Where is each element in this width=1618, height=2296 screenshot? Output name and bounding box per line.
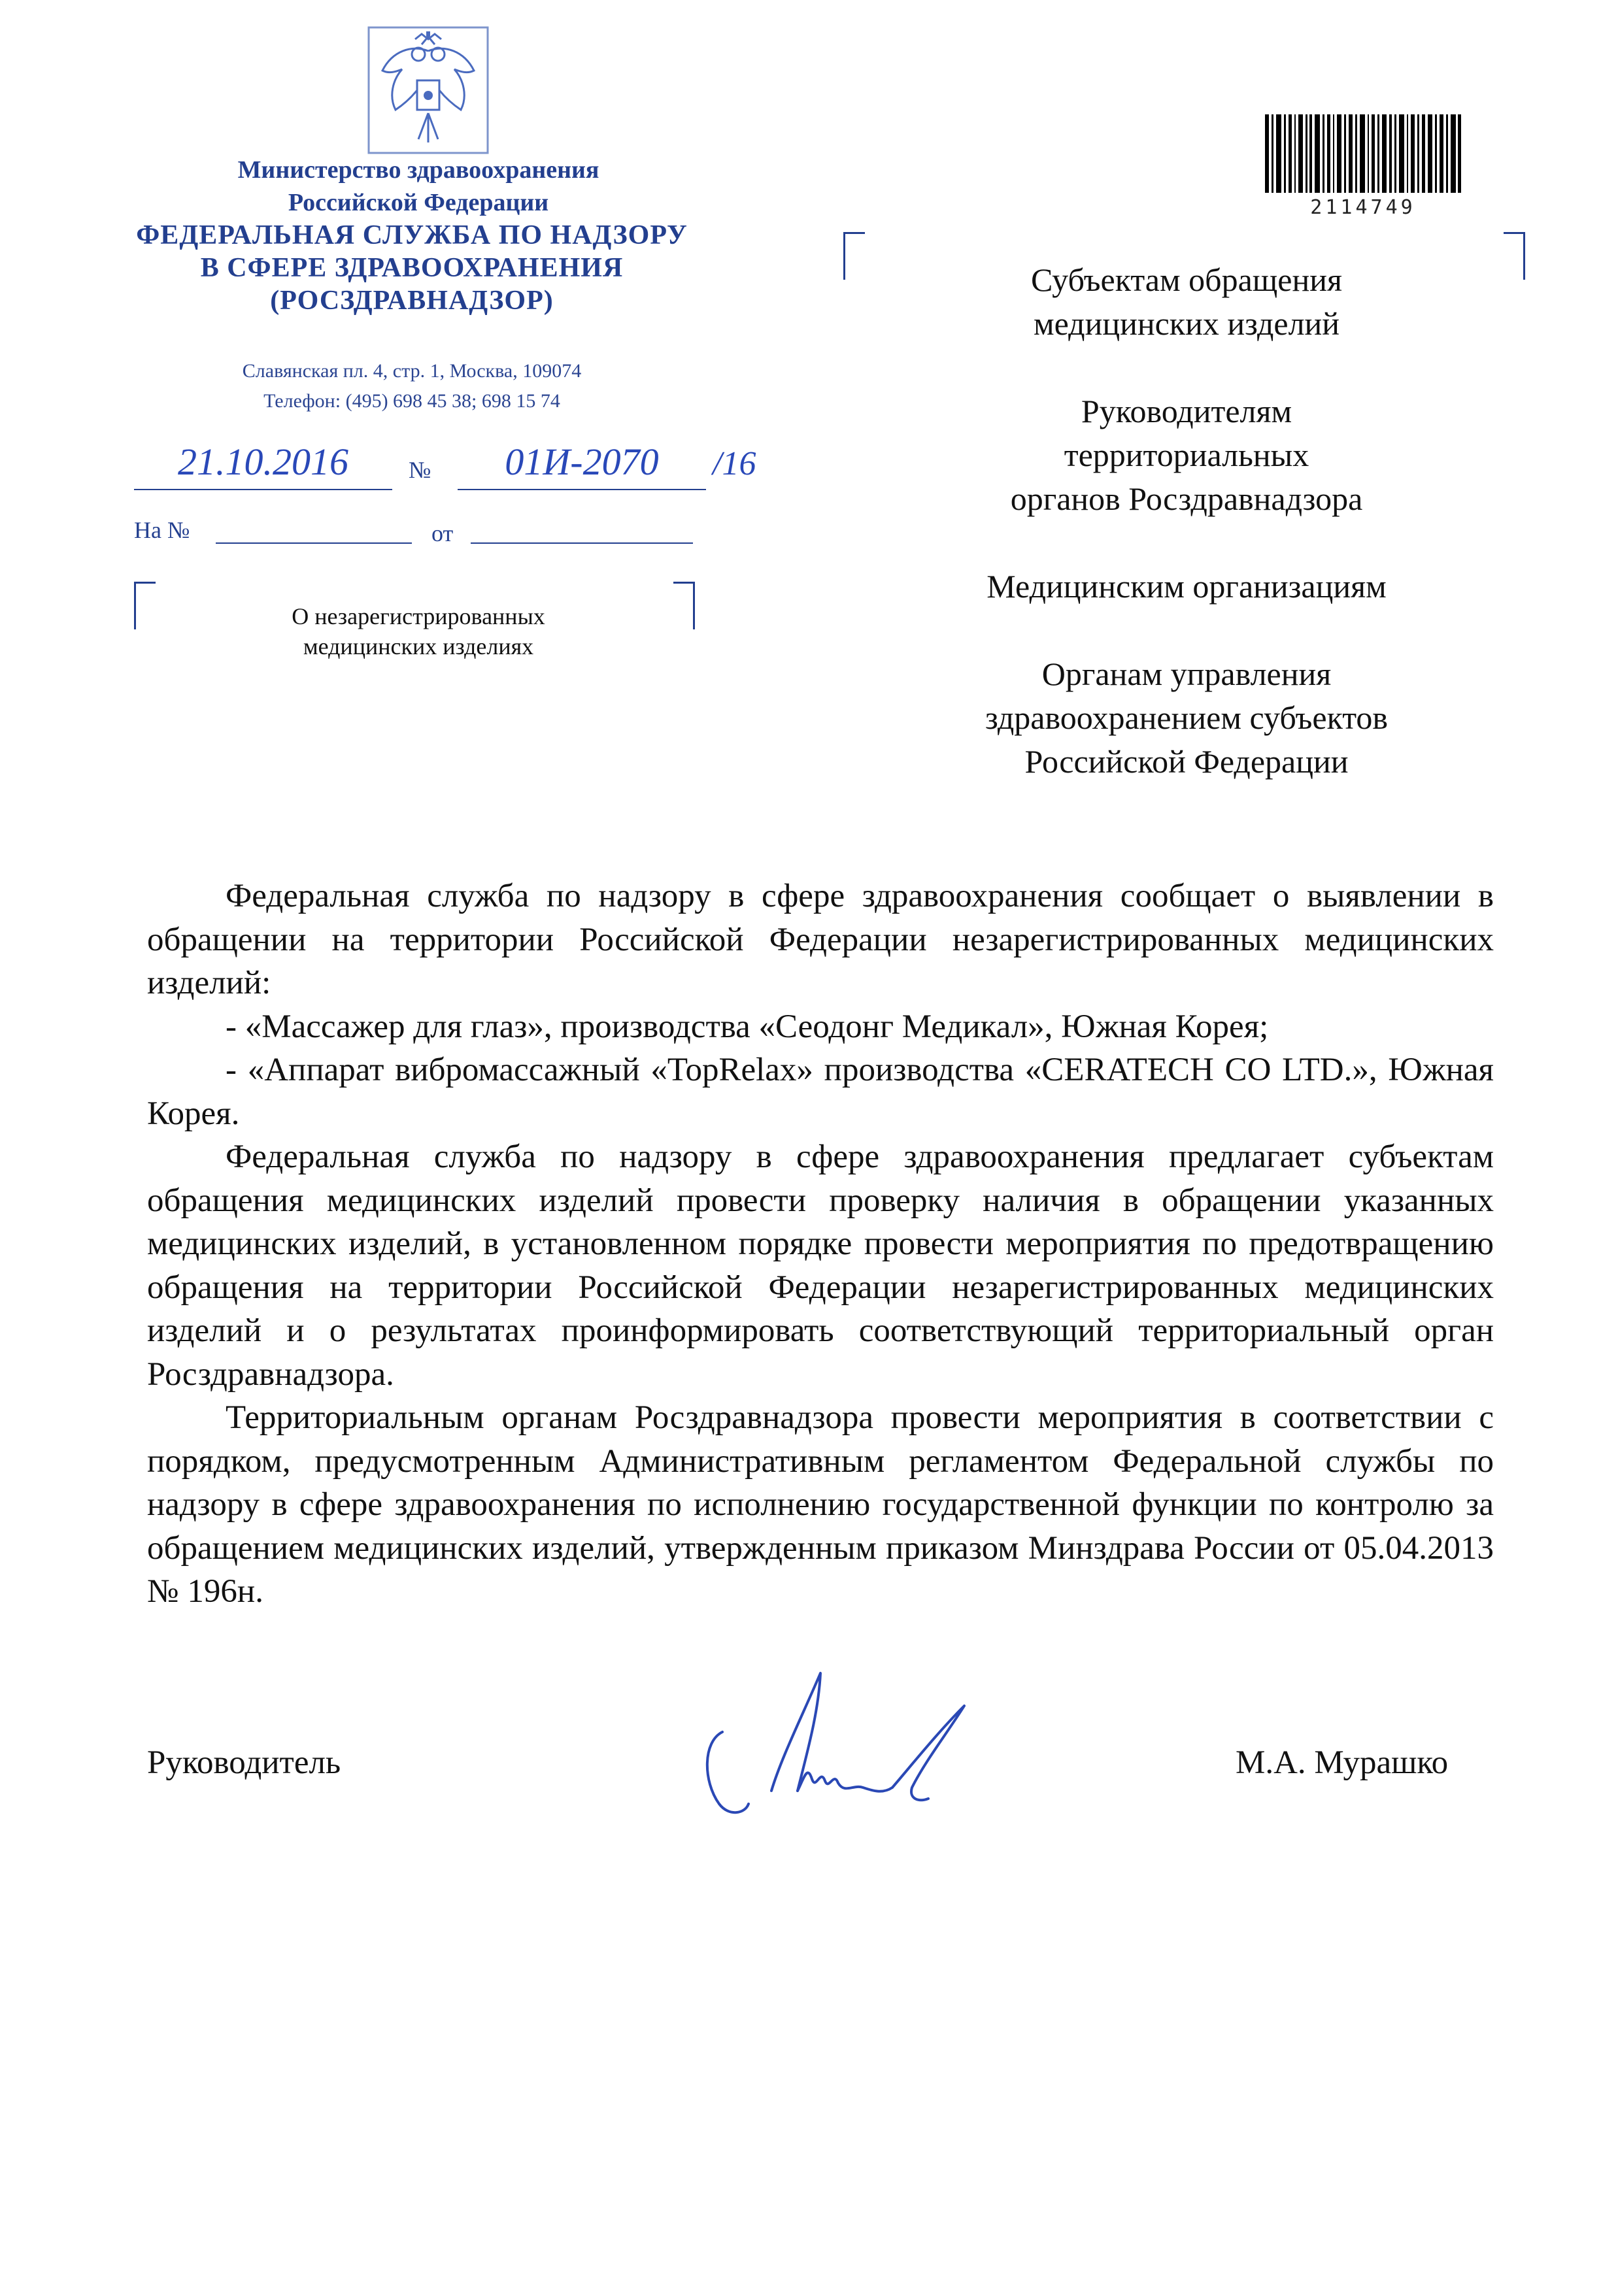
addressee-line: здравоохранением субъектов (985, 699, 1389, 736)
body-list-item-2: - «Аппарат вибромассажный «TopRelax» производства «CERATECH CO LTD.», Южная Корея. (147, 1052, 1494, 1132)
handwritten-signature (673, 1627, 1013, 1837)
addressee-line: территориальных (1064, 437, 1309, 473)
phone-text: Телефон: (495) 698 45 38; 698 15 74 (263, 390, 560, 412)
body-paragraph-2: Федеральная служба по надзору в сфере здравоохранения предлагает субъектам обращения медицинских изделий провести проверку наличия в обращении указанных медицинских изделий, в установленном порядке провести мероприятия по предотвращению обращения на территории Российской Федерации незарегистрированных медицинских изделий и о результатах проинформировать соответствующий территориальный орган Росздравнадзора. (147, 1139, 1494, 1393)
signatory-name: М.А. Мурашко (1236, 1744, 1449, 1781)
addressee-1 (876, 258, 1497, 346)
registration-number: 01И-2070 (505, 441, 659, 483)
registration-number-label: № (409, 457, 431, 483)
addressees (876, 258, 1497, 827)
subject-line-2: медицинских изделиях (303, 633, 534, 659)
barcode-number: 2114749 (1310, 196, 1416, 219)
service-name (118, 219, 706, 317)
registration-number-suffix: /16 (713, 445, 756, 482)
addressee-2 (876, 390, 1497, 521)
addressee-line: Органам управления (1041, 656, 1332, 692)
service-line-2: В СФЕРЕ ЗДРАВООХРАНЕНИЯ (200, 253, 624, 283)
ministry-line-1: Министерство здравоохранения (237, 156, 599, 184)
subject-corner-left (134, 582, 156, 629)
body-paragraph-1: Федеральная служба по надзору в сфере здравоохранения сообщает о выявлении в обращении на территории Российской Федерации незарегистрированных медицинских изделий: (147, 878, 1494, 1001)
addressee-line: Субъектам обращения (1031, 261, 1342, 298)
ministry-name (157, 154, 680, 219)
addressee-line: Руководителям (1081, 393, 1292, 429)
addressee-line: медицинских изделий (1033, 305, 1340, 342)
body-paragraph-3: Территориальным органам Росздравнадзора провести мероприятия в соответствии с порядком, предусмотренным Административным регламентом Федеральной службы по надзору в сфере здравоохранения по исполнению государственной функции по контролю за обращением медицинских изделий, утвержденным приказом Минздрава России от 05.04.2013 № 196н. (147, 1399, 1494, 1610)
barcode (1265, 114, 1461, 193)
registration-date: 21.10.2016 (178, 441, 348, 483)
addressee-line: Российской Федерации (1024, 743, 1349, 780)
addressee-corner-left (843, 232, 865, 280)
signatory-position: Руководитель (147, 1744, 341, 1781)
service-line-1: ФЕДЕРАЛЬНАЯ СЛУЖБА ПО НАДЗОРУ (136, 220, 688, 250)
reply-number-line (216, 542, 412, 544)
address-block (118, 356, 706, 416)
reply-from-line (471, 542, 693, 544)
addressee-corner-right (1504, 232, 1525, 280)
registration-date-field (134, 441, 392, 490)
addressee-line: Медицинским организациям (986, 568, 1387, 605)
reply-from-label: от (431, 520, 454, 546)
subject-corner-right (673, 582, 695, 629)
address-text: Славянская пл. 4, стр. 1, Москва, 109074 (242, 360, 582, 382)
addressee-3 (876, 565, 1497, 608)
service-line-3: (РОСЗДРАВНАДЗОР) (270, 286, 554, 316)
subject-line-1: О незарегистрированных (292, 603, 545, 629)
addressee-4 (876, 652, 1497, 784)
reply-number-label: На № (134, 517, 190, 543)
addressee-line: органов Росздравнадзора (1010, 480, 1363, 517)
letter-body (147, 874, 1494, 1614)
ministry-line-2: Российской Федерации (288, 189, 549, 216)
subject (170, 601, 667, 661)
registration-number-field (458, 441, 706, 490)
coat-of-arms-emblem (366, 25, 490, 156)
body-list-item-1: - «Массажер для глаз», производства «Сеодонг Медикал», Южная Корея; (226, 1008, 1269, 1045)
